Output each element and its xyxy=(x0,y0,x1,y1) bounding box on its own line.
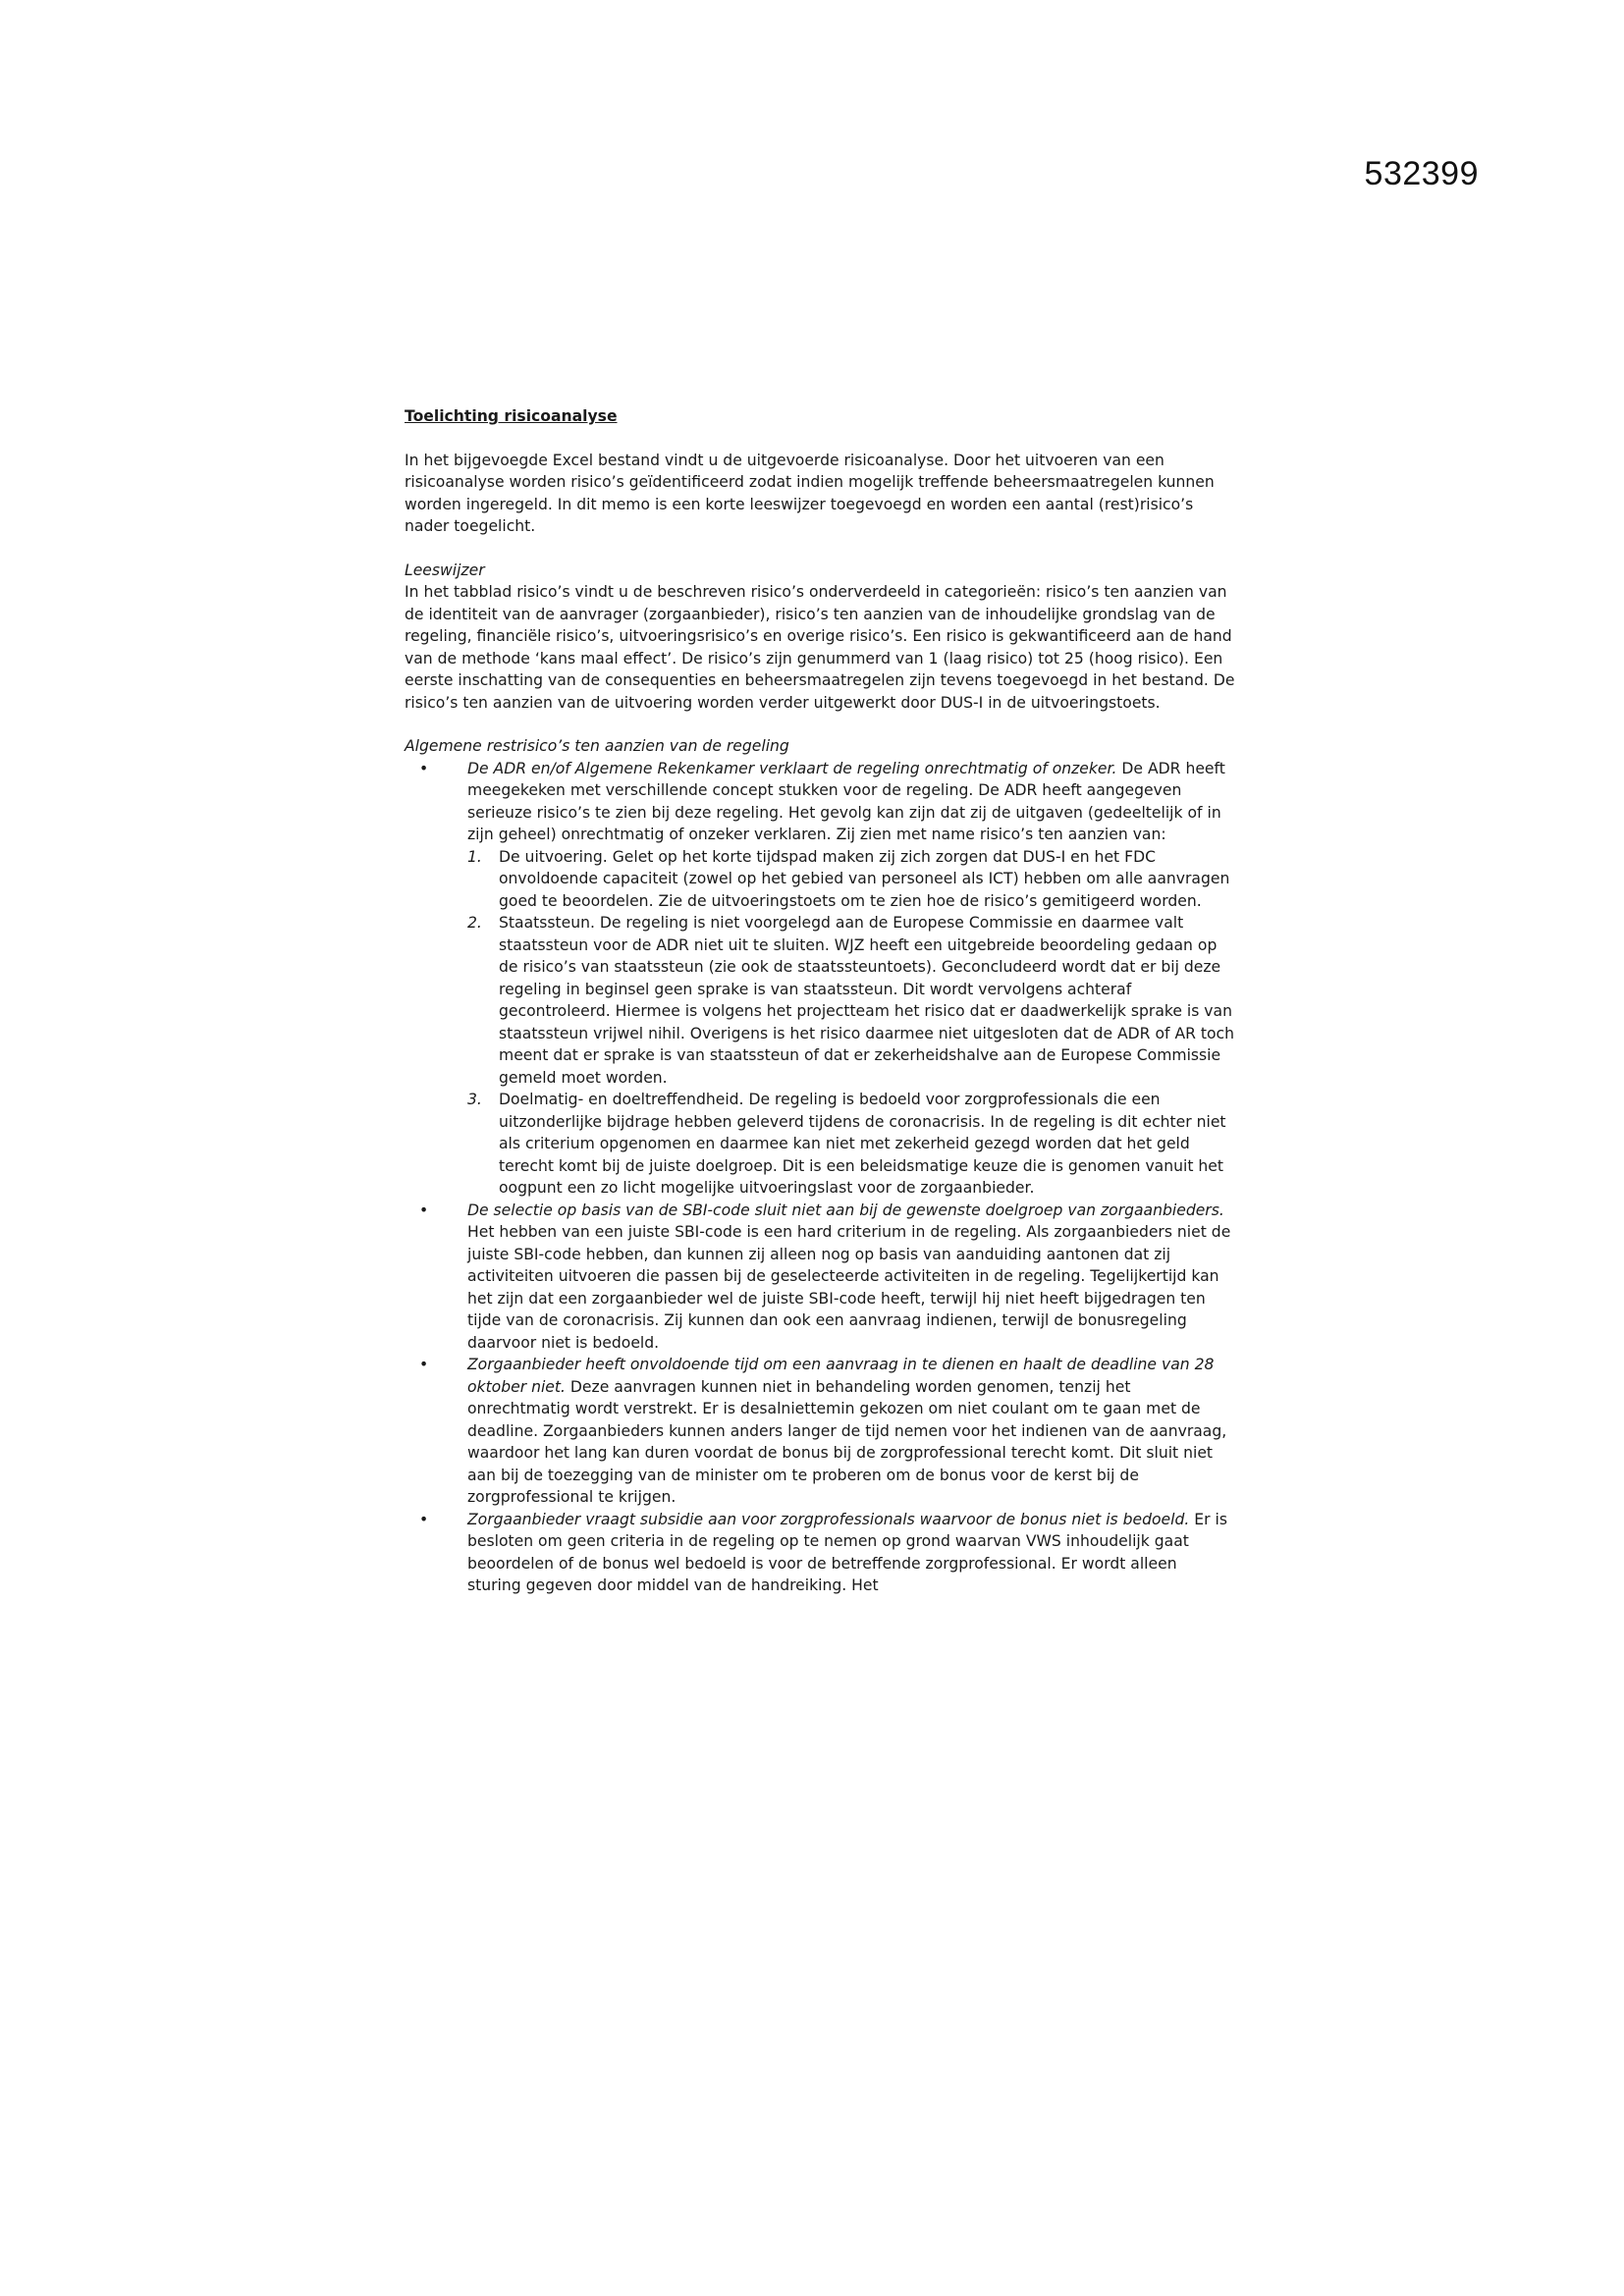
leeswijzer-paragraph: In het tabblad risico’s vindt u de beschreven risico’s onderverdeeld in categorieën: risico’s ten aanzien van de identiteit van de aanvrager (zorgaanbieder), risico’s ten aanzien van de inhoudelijke grondslag van de regeling, financiële risico’s, uitvoeringsrisico’s en overige risico’s. Een risico is gekwantificeerd aan de hand van de methode ‘kans maal effect’. De risico’s zijn genummerd van 1 (laag risico) tot 25 (hoog risico). Een eerste inschatting van de consequenties en beheersmaatregelen zijn tevens toegevoegd in het bestand. De risico’s ten aanzien van de uitvoering worden verder uitgewerkt door DUS-I in de uitvoeringstoets. xyxy=(405,583,1235,712)
risk-lead: De ADR en/of Algemene Rekenkamer verklaart de regeling onrechtmatig of onzeker. xyxy=(467,759,1117,777)
risk-item xyxy=(456,1200,1235,1355)
risk-item xyxy=(456,1354,1235,1509)
memo-title: Toelichting risicoanalyse xyxy=(405,407,618,425)
risk-text: Het hebben van een juiste SBI-code is een hard criterium in de regeling. Als zorgaanbieders niet de juiste SBI-code hebben, dan kunnen zij alleen nog op basis van aanduiding aantonen dat zij activiteiten uitvoeren die passen bij de geselecteerde activiteiten in de regeling. Tegelijkertijd kan het zijn dat een zorgaanbieder wel de juiste SBI-code heeft, terwijl hij niet heeft bijgedragen ten tijde van de coronacrisis. Zij kunnen dan ook een aanvraag indienen, terwijl de bonusregeling daarvoor niet is bedoeld. xyxy=(467,1223,1231,1352)
sub-item xyxy=(467,912,1235,1089)
sub-item xyxy=(467,1089,1235,1200)
sub-item-text: Staatssteun. De regeling is niet voorgelegd aan de Europese Commissie en daarmee valt staatssteun voor de ADR niet uit te sluiten. WJZ heeft een uitgebreide beoordeling gedaan op de risico’s van staatssteun (zie ook de staatssteuntoets). Geconcludeerd wordt dat er bij deze regeling in beginsel geen sprake is van staatssteun. Dit wordt vervolgens achteraf gecontroleerd. Hiermee is volgens het projectteam het risico dat er daadwerkelijk sprake is van staatssteun vrijwel nihil. Overigens is het risico daarmee niet uitgesloten dat de ADR of AR toch meent dat er sprake is van staatssteun of dat er zekerheidshalve aan de Europese Commissie gemeld moet worden. xyxy=(499,914,1235,1087)
memo-body xyxy=(405,405,1235,1597)
sub-item-text: De uitvoering. Gelet op het korte tijdspad maken zij zich zorgen dat DUS-I en het FDC onvoldoende capaciteit (zowel op het gebied van personeel als ICT) hebben om alle aanvragen goed te beoordelen. Zie de uitvoeringstoets om te zien hoe de risico’s gemitigeerd worden. xyxy=(499,847,1230,910)
sub-item-text: Doelmatig- en doeltreffendheid. De regeling is bedoeld voor zorgprofessionals die een uitzonderlijke bijdrage hebben geleverd tijdens de coronacrisis. In de regeling is dit echter niet als criterium opgenomen en daarmee kan niet met zekerheid gezegd worden dat het geld terecht komt bij de juiste doelgroep. Dit is een beleidsmatige keuze die is genomen vanuit het oogpunt een zo licht mogelijke uitvoeringslast voor de zorgaanbieder. xyxy=(499,1091,1226,1197)
document-number: 532399 xyxy=(1364,155,1479,192)
risk-list xyxy=(405,758,1235,1597)
risk-lead: Zorgaanbieder vraagt subsidie aan voor zorgprofessionals waarvoor de bonus niet is bedoeld. xyxy=(467,1510,1190,1528)
risk-text: De ADR heeft meegekeken met verschillende concept stukken voor de regeling. De ADR heeft aangegeven serieuze risico’s te zien bij deze regeling. Het gevolg kan zijn dat zij de uitgaven (gedeeltelijk of in zijn geheel) onrechtmatig of onzeker verklaren. Zij zien met name risico’s ten aanzien van: xyxy=(467,759,1225,843)
risk-lead: De selectie op basis van de SBI-code sluit niet aan bij de gewenste doelgroep van zorgaanbieders. xyxy=(467,1201,1224,1219)
intro-paragraph: In het bijgevoegde Excel bestand vindt u de uitgevoerde risicoanalyse. Door het uitvoeren van een risicoanalyse worden risico’s geïdentificeerd zodat indien mogelijk treffende beheersmaatregelen kunnen worden ingeregeld. In dit memo is een korte leeswijzer toegevoegd en worden een aantal (rest)risico’s nader toegelicht. xyxy=(405,451,1215,535)
sub-item xyxy=(467,846,1235,913)
leeswijzer-heading: Leeswijzer xyxy=(405,561,485,579)
risk-lead: Zorgaanbieder heeft onvoldoende tijd om een aanvraag in te dienen en haalt de deadline van 28 oktober niet. xyxy=(467,1356,1215,1396)
risk-sublist xyxy=(467,846,1235,1200)
risk-text: Deze aanvragen kunnen niet in behandeling worden genomen, tenzij het onrechtmatig wordt verstrekt. Er is desalniettemin gekozen om niet coulant om te gaan met de deadline. Zorgaanbieders kunnen anders langer de tijd nemen voor het indienen van de aanvraag, waardoor het lang kan duren voordat de bonus bij de zorgprofessional terecht komt. Dit sluit niet aan bij de toezegging van de minister om te proberen om de bonus voor de kerst bij de zorgprofessional te krijgen. xyxy=(467,1377,1227,1506)
section-heading: Algemene restrisico’s ten aanzien van de regeling xyxy=(405,737,789,755)
sub-item-number: 2. xyxy=(467,914,482,932)
risk-text: Er is besloten om geen criteria in de regeling op te nemen op grond waarvan VWS inhoudelijk gaat beoordelen of de bonus wel bedoeld is voor de betreffende zorgprofessional. Er wordt alleen sturing gegeven door middel van de handreiking. Het xyxy=(467,1510,1227,1594)
risk-item xyxy=(456,758,1235,1200)
sub-item-number: 3. xyxy=(467,1091,482,1108)
sub-item-number: 1. xyxy=(467,847,482,866)
risk-item xyxy=(456,1509,1235,1597)
